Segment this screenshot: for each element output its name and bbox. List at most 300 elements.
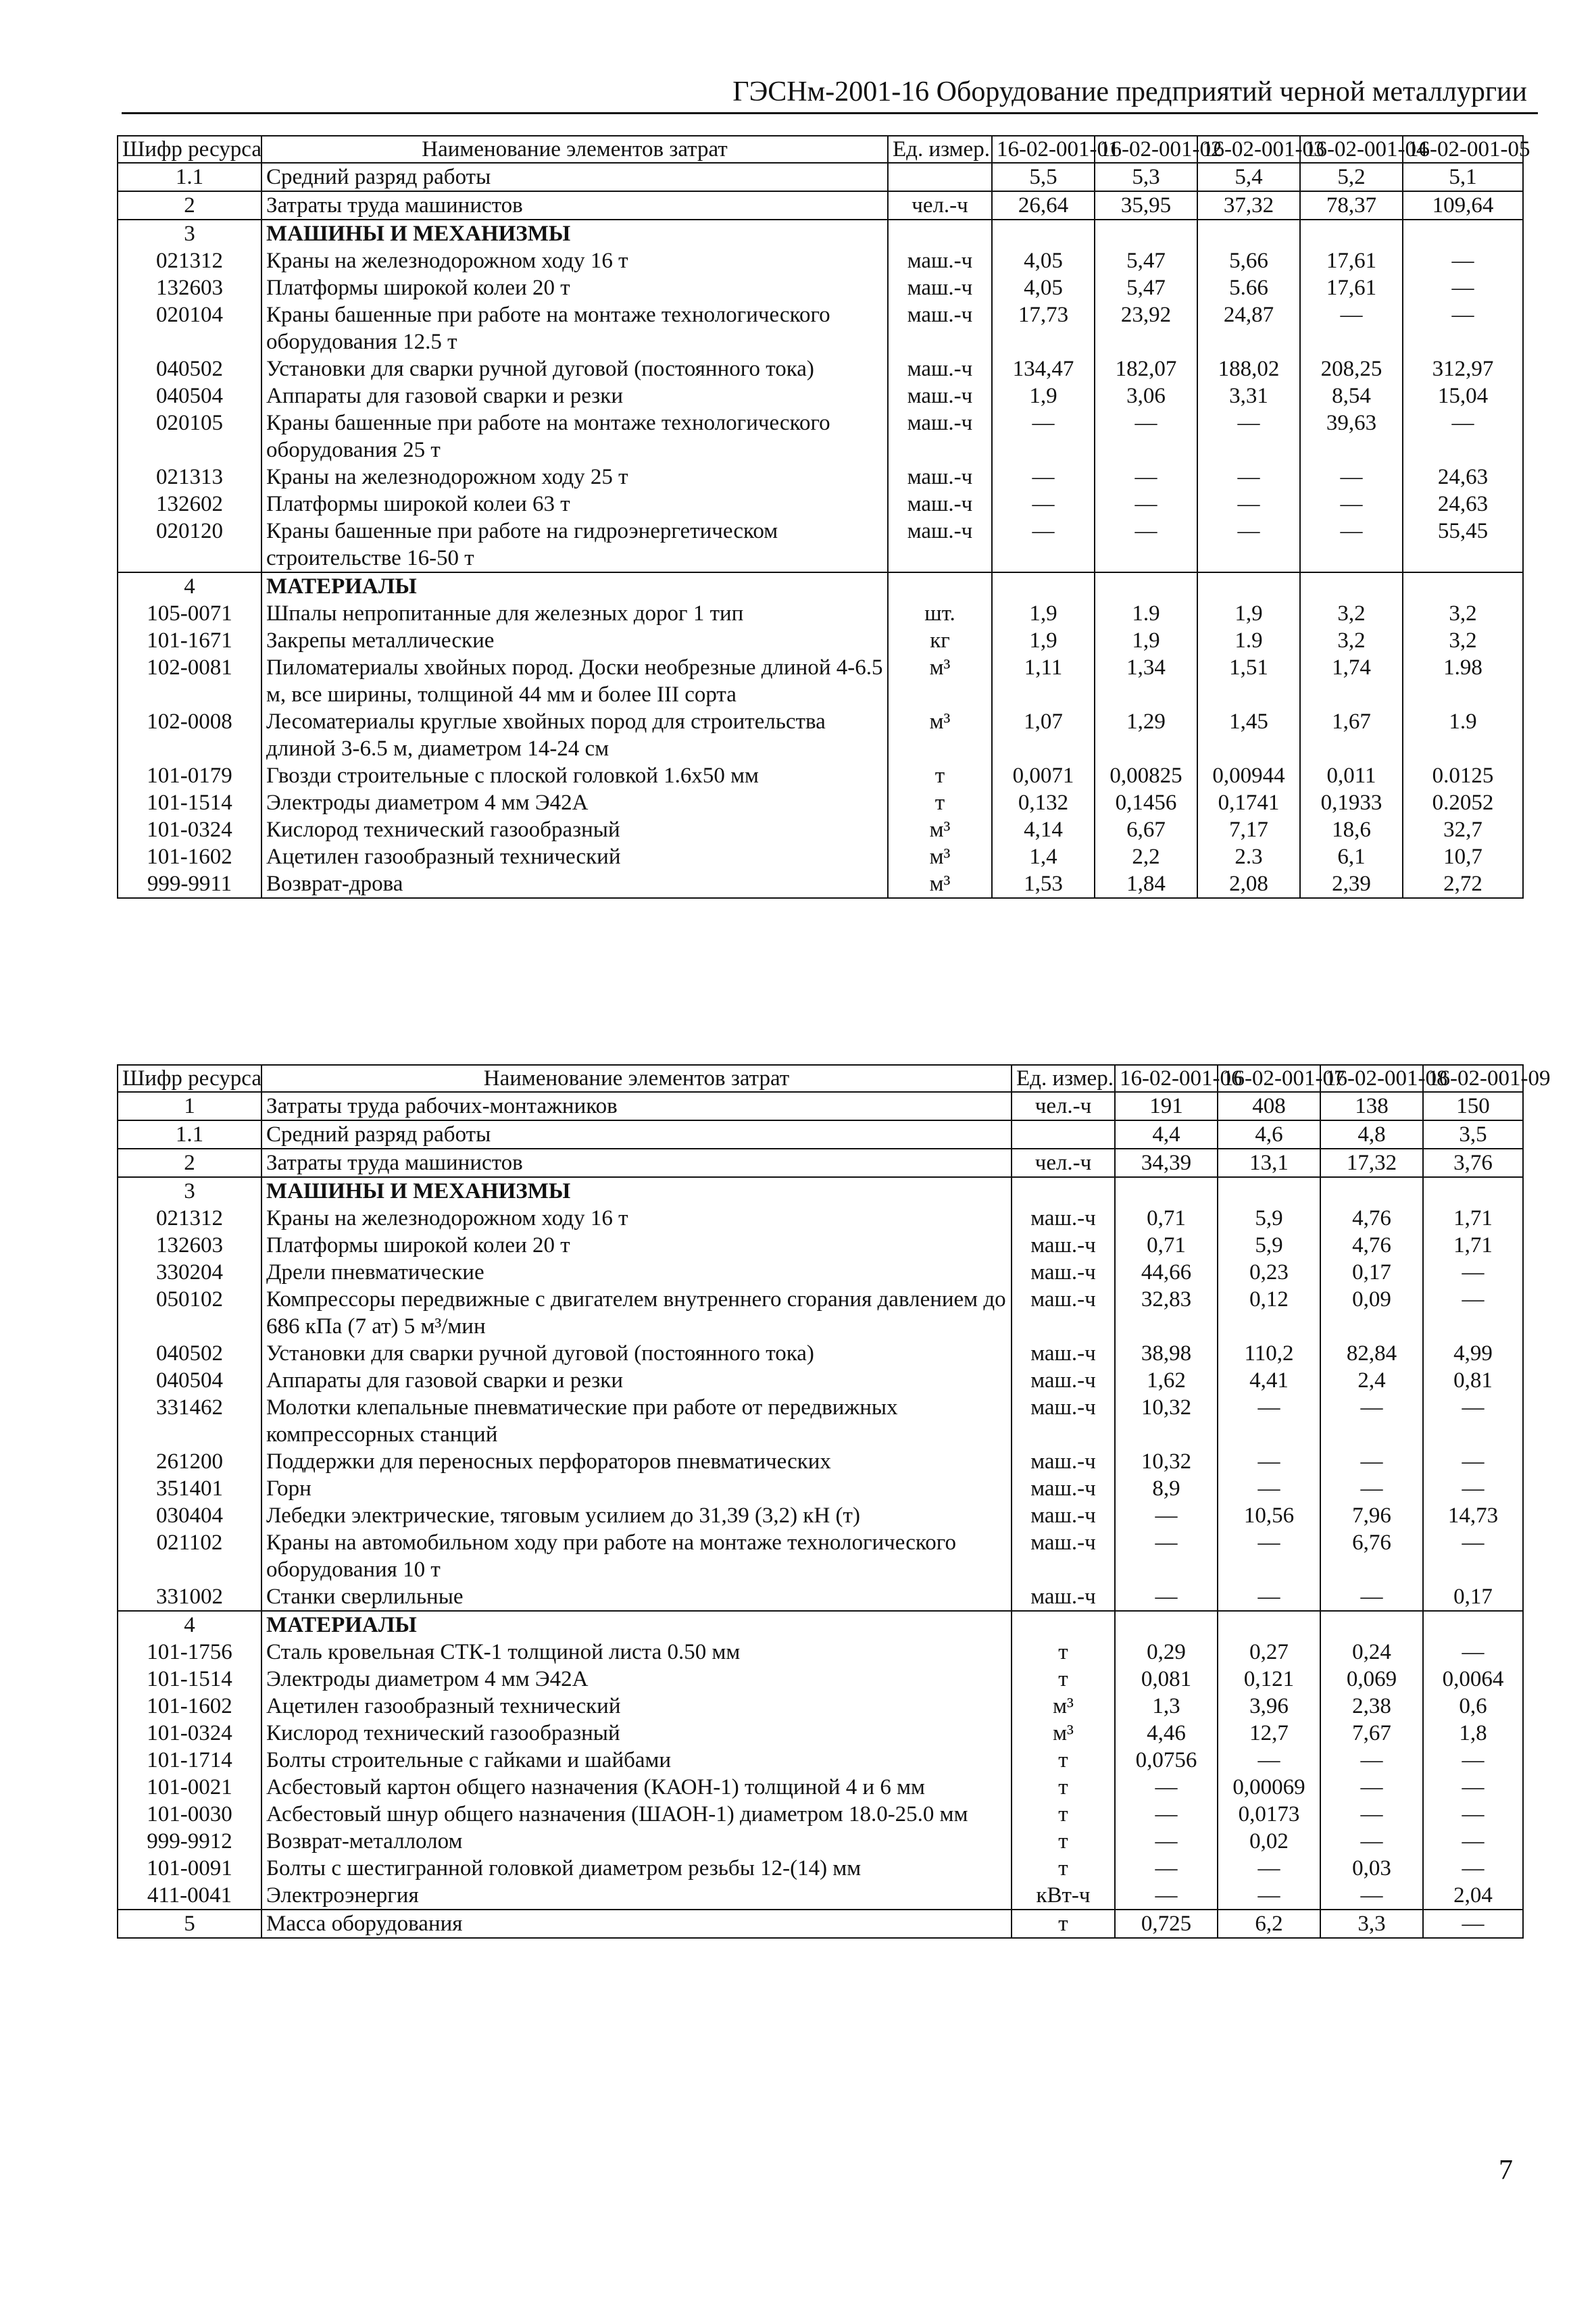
table-row bbox=[118, 518, 1523, 572]
table-row bbox=[118, 1394, 1523, 1448]
cost-element-name: Платформы широкой колеи 20 т bbox=[261, 274, 888, 301]
norm-value: — bbox=[1423, 1910, 1523, 1938]
cost-element-name: Краны башенные при работе на монтаже технологического оборудования 25 т bbox=[261, 409, 888, 464]
table-row bbox=[118, 1611, 1523, 1639]
cost-element-name: Шпалы непропитанные для железных дорог 1 тип bbox=[261, 600, 888, 627]
table-row bbox=[118, 627, 1523, 654]
resource-code: 021313 bbox=[118, 464, 261, 491]
table-row bbox=[118, 1448, 1523, 1475]
norm-value: — bbox=[1320, 1394, 1423, 1448]
resource-code: 020104 bbox=[118, 301, 261, 355]
norm-value: — bbox=[1115, 1583, 1218, 1611]
resource-code: 331002 bbox=[118, 1583, 261, 1611]
cost-element-name: Болты строительные с гайками и шайбами bbox=[261, 1747, 1012, 1774]
norm-value: 110,2 bbox=[1218, 1340, 1320, 1367]
cost-element-name: Компрессоры передвижные с двигателем внутреннего сгорания давлением до 686 кПа (7 ат) 5 м³/мин bbox=[261, 1286, 1012, 1340]
table-row bbox=[118, 600, 1523, 627]
norm-value: 0,6 bbox=[1423, 1693, 1523, 1720]
norm-value: 3,31 bbox=[1197, 382, 1300, 409]
unit-of-measure: маш.-ч bbox=[1012, 1205, 1115, 1232]
norm-value: 0,02 bbox=[1218, 1828, 1320, 1855]
cost-element-name: Кислород технический газообразный bbox=[261, 816, 888, 843]
norm-value: 1.9 bbox=[1197, 627, 1300, 654]
norm-value: 1,62 bbox=[1115, 1367, 1218, 1394]
norm-value: 37,32 bbox=[1197, 191, 1300, 220]
unit-of-measure: маш.-ч bbox=[1012, 1259, 1115, 1286]
norm-value: 4,4 bbox=[1115, 1120, 1218, 1149]
unit-of-measure: маш.-ч bbox=[1012, 1340, 1115, 1367]
norm-value: 34,39 bbox=[1115, 1149, 1218, 1177]
table-row bbox=[118, 1502, 1523, 1529]
unit-of-measure: м³ bbox=[1012, 1693, 1115, 1720]
norm-value: 17,73 bbox=[992, 301, 1095, 355]
unit-of-measure: маш.-ч bbox=[888, 464, 992, 491]
resource-code: 040504 bbox=[118, 382, 261, 409]
norm-value: — bbox=[1197, 409, 1300, 464]
unit-of-measure: т bbox=[1012, 1828, 1115, 1855]
norm-value: 55,45 bbox=[1403, 518, 1523, 572]
resource-table-1 bbox=[117, 135, 1530, 899]
norm-value: — bbox=[1423, 1855, 1523, 1882]
column-header: 16-02-001-08 bbox=[1320, 1065, 1423, 1092]
norm-value: 4,76 bbox=[1320, 1232, 1423, 1259]
table-row bbox=[118, 762, 1523, 789]
norm-value: — bbox=[1115, 1529, 1218, 1583]
table-row bbox=[118, 1801, 1523, 1828]
table-row bbox=[118, 1882, 1523, 1910]
norm-value: — bbox=[1423, 1639, 1523, 1666]
norm-value: — bbox=[992, 409, 1095, 464]
resource-code: 021312 bbox=[118, 247, 261, 274]
resource-code: 101-0179 bbox=[118, 762, 261, 789]
unit-of-measure: маш.-ч bbox=[1012, 1475, 1115, 1502]
norm-value: — bbox=[1403, 409, 1523, 464]
norm-value: 1,9 bbox=[1095, 627, 1197, 654]
norm-value: 4,05 bbox=[992, 274, 1095, 301]
cost-element-name: Гвозди строительные с плоской головкой 1.6х50 мм bbox=[261, 762, 888, 789]
norm-value: — bbox=[1403, 247, 1523, 274]
table-header-row bbox=[118, 1065, 1523, 1092]
norm-value: 0,0756 bbox=[1115, 1747, 1218, 1774]
norm-value: 1,8 bbox=[1423, 1720, 1523, 1747]
table-row bbox=[118, 1232, 1523, 1259]
norm-value: 0,17 bbox=[1320, 1259, 1423, 1286]
norm-value: 4,05 bbox=[992, 247, 1095, 274]
norm-value: 1,67 bbox=[1300, 708, 1403, 762]
norm-value: — bbox=[1320, 1801, 1423, 1828]
unit-of-measure: маш.-ч bbox=[1012, 1448, 1115, 1475]
table-row bbox=[118, 1747, 1523, 1774]
norm-value: 3,2 bbox=[1403, 600, 1523, 627]
cost-element-name: Станки сверлильные bbox=[261, 1583, 1012, 1611]
cost-element-name: Краны на железнодорожном ходу 16 т bbox=[261, 1205, 1012, 1232]
cost-element-name: Аппараты для газовой сварки и резки bbox=[261, 382, 888, 409]
norm-value: 39,63 bbox=[1300, 409, 1403, 464]
resource-code: 101-0324 bbox=[118, 816, 261, 843]
resource-code: 040504 bbox=[118, 1367, 261, 1394]
norm-value: — bbox=[1218, 1448, 1320, 1475]
norm-value: — bbox=[992, 491, 1095, 518]
table-row bbox=[118, 816, 1523, 843]
table-row bbox=[118, 1149, 1523, 1177]
norm-value: 35,95 bbox=[1095, 191, 1197, 220]
cost-element-name: Платформы широкой колеи 20 т bbox=[261, 1232, 1012, 1259]
norm-value: 3,5 bbox=[1423, 1120, 1523, 1149]
unit-of-measure bbox=[1012, 1611, 1115, 1639]
resource-code: 5 bbox=[118, 1910, 261, 1938]
norm-value: — bbox=[1300, 518, 1403, 572]
cost-element-name: МАТЕРИАЛЫ bbox=[261, 1611, 1012, 1639]
table-row bbox=[118, 1828, 1523, 1855]
cost-element-name: Дрели пневматические bbox=[261, 1259, 1012, 1286]
norm-value bbox=[992, 572, 1095, 600]
norm-value: — bbox=[1403, 274, 1523, 301]
unit-of-measure bbox=[1012, 1177, 1115, 1205]
resource-code: 1.1 bbox=[118, 1120, 261, 1149]
norm-value: 1,9 bbox=[992, 382, 1095, 409]
cost-element-name: Установки для сварки ручной дуговой (постоянного тока) bbox=[261, 355, 888, 382]
table-row bbox=[118, 220, 1523, 247]
norm-value: 6,76 bbox=[1320, 1529, 1423, 1583]
column-header: 16-02-001-01 bbox=[992, 136, 1095, 163]
cost-element-name: Краны на автомобильном ходу при работе на монтаже технологического оборудования 10 т bbox=[261, 1529, 1012, 1583]
norm-value: — bbox=[1095, 518, 1197, 572]
resource-code: 101-1671 bbox=[118, 627, 261, 654]
unit-of-measure: шт. bbox=[888, 600, 992, 627]
norm-value: 1,11 bbox=[992, 654, 1095, 708]
column-header: Ед. измер. bbox=[1012, 1065, 1115, 1092]
norm-value: 0.0125 bbox=[1403, 762, 1523, 789]
norm-value: 0,121 bbox=[1218, 1666, 1320, 1693]
norm-value: — bbox=[1423, 1529, 1523, 1583]
table-row bbox=[118, 654, 1523, 708]
resource-code: 2 bbox=[118, 1149, 261, 1177]
norm-value: 1,53 bbox=[992, 870, 1095, 898]
norm-value: 1,51 bbox=[1197, 654, 1300, 708]
resource-code: 101-1602 bbox=[118, 843, 261, 870]
cost-element-name: Затраты труда рабочих-монтажников bbox=[261, 1092, 1012, 1120]
norm-value: 2,39 bbox=[1300, 870, 1403, 898]
resource-code: 1.1 bbox=[118, 163, 261, 191]
norm-value: 7,17 bbox=[1197, 816, 1300, 843]
norm-value: 8,9 bbox=[1115, 1475, 1218, 1502]
unit-of-measure: т bbox=[1012, 1639, 1115, 1666]
norm-value: 4,8 bbox=[1320, 1120, 1423, 1149]
norm-value bbox=[1423, 1611, 1523, 1639]
resource-code: 020120 bbox=[118, 518, 261, 572]
norm-value: — bbox=[1423, 1394, 1523, 1448]
unit-of-measure: маш.-ч bbox=[1012, 1583, 1115, 1611]
norm-value: 2,08 bbox=[1197, 870, 1300, 898]
unit-of-measure: маш.-ч bbox=[1012, 1232, 1115, 1259]
norm-value: 0,23 bbox=[1218, 1259, 1320, 1286]
unit-of-measure bbox=[888, 572, 992, 600]
column-header: 16-02-001-04 bbox=[1300, 136, 1403, 163]
resource-code: 261200 bbox=[118, 1448, 261, 1475]
norm-value bbox=[1403, 220, 1523, 247]
resource-code: 101-0324 bbox=[118, 1720, 261, 1747]
norm-value: 1.9 bbox=[1095, 600, 1197, 627]
cost-element-name: Затраты труда машинистов bbox=[261, 191, 888, 220]
header-rule bbox=[122, 112, 1538, 114]
table-row bbox=[118, 789, 1523, 816]
norm-value: 1,29 bbox=[1095, 708, 1197, 762]
cost-element-name: Электроды диаметром 4 мм Э42А bbox=[261, 1666, 1012, 1693]
norm-value: 1,84 bbox=[1095, 870, 1197, 898]
resource-code: 030404 bbox=[118, 1502, 261, 1529]
norm-value: 4,6 bbox=[1218, 1120, 1320, 1149]
norm-value: 3,76 bbox=[1423, 1149, 1523, 1177]
norm-value: 5,47 bbox=[1095, 274, 1197, 301]
norm-value: 10,56 bbox=[1218, 1502, 1320, 1529]
resource-code: 411-0041 bbox=[118, 1882, 261, 1910]
resource-code: 999-9912 bbox=[118, 1828, 261, 1855]
norm-value: 0,27 bbox=[1218, 1639, 1320, 1666]
norm-value bbox=[1300, 572, 1403, 600]
resource-code: 351401 bbox=[118, 1475, 261, 1502]
norm-value: 312,97 bbox=[1403, 355, 1523, 382]
unit-of-measure: т bbox=[1012, 1855, 1115, 1882]
norm-value: 10,32 bbox=[1115, 1448, 1218, 1475]
norm-value: — bbox=[1095, 409, 1197, 464]
norm-value bbox=[1197, 572, 1300, 600]
unit-of-measure: маш.-ч bbox=[1012, 1529, 1115, 1583]
norm-value: 0,00944 bbox=[1197, 762, 1300, 789]
column-header: 16-02-001-09 bbox=[1423, 1065, 1523, 1092]
norm-value: 10,32 bbox=[1115, 1394, 1218, 1448]
cost-element-name: Краны башенные при работе на монтаже технологического оборудования 12.5 т bbox=[261, 301, 888, 355]
norm-value: 32,7 bbox=[1403, 816, 1523, 843]
unit-of-measure: т bbox=[888, 789, 992, 816]
norm-value: 1,71 bbox=[1423, 1232, 1523, 1259]
norm-value: 7,96 bbox=[1320, 1502, 1423, 1529]
table-row bbox=[118, 1720, 1523, 1747]
unit-of-measure: маш.-ч bbox=[888, 355, 992, 382]
norm-value bbox=[1320, 1177, 1423, 1205]
column-header: 16-02-001-03 bbox=[1197, 136, 1300, 163]
cost-element-name: Асбестовый шнур общего назначения (ШАОН-1) диаметром 18.0-25.0 мм bbox=[261, 1801, 1012, 1828]
unit-of-measure: маш.-ч bbox=[1012, 1394, 1115, 1448]
table-row bbox=[118, 1666, 1523, 1693]
norm-value: 0,81 bbox=[1423, 1367, 1523, 1394]
norm-value: 4,14 bbox=[992, 816, 1095, 843]
norm-value: — bbox=[1300, 464, 1403, 491]
unit-of-measure bbox=[1012, 1120, 1115, 1149]
unit-of-measure: чел.-ч bbox=[1012, 1149, 1115, 1177]
norm-value: — bbox=[1218, 1855, 1320, 1882]
resource-code: 132603 bbox=[118, 1232, 261, 1259]
resource-code: 021312 bbox=[118, 1205, 261, 1232]
unit-of-measure: м³ bbox=[1012, 1720, 1115, 1747]
resource-code: 101-1514 bbox=[118, 789, 261, 816]
unit-of-measure: т bbox=[1012, 1801, 1115, 1828]
column-header: Наименование элементов затрат bbox=[261, 136, 888, 163]
norm-value: 3,2 bbox=[1403, 627, 1523, 654]
norm-value: 0,17 bbox=[1423, 1583, 1523, 1611]
unit-of-measure: маш.-ч bbox=[888, 247, 992, 274]
table-row bbox=[118, 1639, 1523, 1666]
norm-value: — bbox=[1403, 301, 1523, 355]
cost-element-name: Масса оборудования bbox=[261, 1910, 1012, 1938]
norm-value: 1,9 bbox=[1197, 600, 1300, 627]
page-header: ГЭСНм-2001-16 Оборудование предприятий черной металлургии bbox=[732, 76, 1527, 107]
norm-value: 0,1933 bbox=[1300, 789, 1403, 816]
unit-of-measure: маш.-ч bbox=[888, 274, 992, 301]
table-row bbox=[118, 191, 1523, 220]
norm-value: 1.9 bbox=[1403, 708, 1523, 762]
page-number: 7 bbox=[1499, 2155, 1513, 2186]
norm-value: — bbox=[1218, 1529, 1320, 1583]
resource-code: 040502 bbox=[118, 355, 261, 382]
norm-value: 2,38 bbox=[1320, 1693, 1423, 1720]
norm-value: 0,24 bbox=[1320, 1639, 1423, 1666]
norm-value: 18,6 bbox=[1300, 816, 1403, 843]
norm-value: 408 bbox=[1218, 1092, 1320, 1120]
norm-value: — bbox=[1423, 1448, 1523, 1475]
norm-value bbox=[1095, 220, 1197, 247]
cost-element-name: Закрепы металлические bbox=[261, 627, 888, 654]
unit-of-measure: маш.-ч bbox=[888, 518, 992, 572]
norm-value: 0,29 bbox=[1115, 1639, 1218, 1666]
norm-value: 208,25 bbox=[1300, 355, 1403, 382]
norm-value: 4,76 bbox=[1320, 1205, 1423, 1232]
norm-value: 3,2 bbox=[1300, 600, 1403, 627]
norm-value: — bbox=[1218, 1583, 1320, 1611]
norm-value: — bbox=[1218, 1882, 1320, 1910]
column-header: 16-02-001-06 bbox=[1115, 1065, 1218, 1092]
table-row bbox=[118, 355, 1523, 382]
unit-of-measure: т bbox=[1012, 1774, 1115, 1801]
table-header-row bbox=[118, 136, 1523, 163]
norm-value: 0.2052 bbox=[1403, 789, 1523, 816]
norm-value: — bbox=[1423, 1475, 1523, 1502]
table-row bbox=[118, 1855, 1523, 1882]
table-row bbox=[118, 247, 1523, 274]
table-row bbox=[118, 708, 1523, 762]
cost-element-name: Электроэнергия bbox=[261, 1882, 1012, 1910]
cost-element-name: Аппараты для газовой сварки и резки bbox=[261, 1367, 1012, 1394]
norm-value: — bbox=[1218, 1394, 1320, 1448]
resource-code: 101-0030 bbox=[118, 1801, 261, 1828]
norm-value: 0,0173 bbox=[1218, 1801, 1320, 1828]
norm-value: 0,03 bbox=[1320, 1855, 1423, 1882]
norm-value: 5,66 bbox=[1197, 247, 1300, 274]
table-row bbox=[118, 491, 1523, 518]
cost-element-name: Затраты труда машинистов bbox=[261, 1149, 1012, 1177]
resource-code: 101-0091 bbox=[118, 1855, 261, 1882]
column-header: Ед. измер. bbox=[888, 136, 992, 163]
resource-code: 132602 bbox=[118, 491, 261, 518]
norm-value: — bbox=[1115, 1828, 1218, 1855]
unit-of-measure: маш.-ч bbox=[888, 409, 992, 464]
table-row bbox=[118, 1120, 1523, 1149]
norm-value: — bbox=[1423, 1801, 1523, 1828]
cost-element-name: Электроды диаметром 4 мм Э42А bbox=[261, 789, 888, 816]
norm-value: — bbox=[1320, 1747, 1423, 1774]
unit-of-measure: м³ bbox=[888, 816, 992, 843]
unit-of-measure: м³ bbox=[888, 843, 992, 870]
norm-value: 10,7 bbox=[1403, 843, 1523, 870]
resource-code: 3 bbox=[118, 220, 261, 247]
norm-value: 5.66 bbox=[1197, 274, 1300, 301]
cost-element-name: Возврат-металлолом bbox=[261, 1828, 1012, 1855]
norm-value: 6,67 bbox=[1095, 816, 1197, 843]
cost-element-name: Сталь кровельная СТК-1 толщиной листа 0.50 мм bbox=[261, 1639, 1012, 1666]
norm-value: — bbox=[992, 518, 1095, 572]
norm-value: 7,67 bbox=[1320, 1720, 1423, 1747]
norm-value bbox=[1218, 1177, 1320, 1205]
cost-element-name: Пиломатериалы хвойных пород. Доски необрезные длиной 4-6.5 м, все ширины, толщиной 44 мм и более III сорта bbox=[261, 654, 888, 708]
norm-value: — bbox=[1115, 1882, 1218, 1910]
column-header: 16-02-001-02 bbox=[1095, 136, 1197, 163]
norm-value: — bbox=[1320, 1448, 1423, 1475]
norm-value: — bbox=[1115, 1774, 1218, 1801]
norm-value: 17,32 bbox=[1320, 1149, 1423, 1177]
norm-value: 5,1 bbox=[1403, 163, 1523, 191]
table-row bbox=[118, 1286, 1523, 1340]
norm-value: — bbox=[1423, 1774, 1523, 1801]
table-row bbox=[118, 1177, 1523, 1205]
norm-value: 32,83 bbox=[1115, 1286, 1218, 1340]
cost-element-name: Болты с шестигранной головкой диаметром резьбы 12-(14) мм bbox=[261, 1855, 1012, 1882]
norm-value: 182,07 bbox=[1095, 355, 1197, 382]
norm-value: 17,61 bbox=[1300, 274, 1403, 301]
norm-value: 5,3 bbox=[1095, 163, 1197, 191]
cost-element-name: Лесоматериалы круглые хвойных пород для строительства длиной 3-6.5 м, диаметром 14-24 см bbox=[261, 708, 888, 762]
cost-element-name: Краны на железнодорожном ходу 25 т bbox=[261, 464, 888, 491]
norm-value bbox=[1095, 572, 1197, 600]
resource-code: 102-0081 bbox=[118, 654, 261, 708]
norm-value: 2,04 bbox=[1423, 1882, 1523, 1910]
norm-value: 4,41 bbox=[1218, 1367, 1320, 1394]
cost-element-name: Лебедки электрические, тяговым усилием до 31,39 (3,2) кН (т) bbox=[261, 1502, 1012, 1529]
resource-code: 331462 bbox=[118, 1394, 261, 1448]
norm-value: 1,3 bbox=[1115, 1693, 1218, 1720]
resource-code: 050102 bbox=[118, 1286, 261, 1340]
table-row bbox=[118, 1774, 1523, 1801]
table-row bbox=[118, 1259, 1523, 1286]
norm-value: — bbox=[1320, 1475, 1423, 1502]
table-row bbox=[118, 843, 1523, 870]
norm-value: — bbox=[1115, 1855, 1218, 1882]
resource-code: 101-1514 bbox=[118, 1666, 261, 1693]
unit-of-measure: м³ bbox=[888, 708, 992, 762]
norm-value: 5,2 bbox=[1300, 163, 1403, 191]
norm-value: 5,4 bbox=[1197, 163, 1300, 191]
norm-value: 13,1 bbox=[1218, 1149, 1320, 1177]
unit-of-measure: кВт-ч bbox=[1012, 1882, 1115, 1910]
cost-element-name: Поддержки для переносных перфораторов пневматических bbox=[261, 1448, 1012, 1475]
norm-value: 0,09 bbox=[1320, 1286, 1423, 1340]
table-row bbox=[118, 1529, 1523, 1583]
norm-value bbox=[1115, 1611, 1218, 1639]
norm-value: 0,00825 bbox=[1095, 762, 1197, 789]
resource-code: 3 bbox=[118, 1177, 261, 1205]
norm-value: — bbox=[1095, 464, 1197, 491]
resource-code: 040502 bbox=[118, 1340, 261, 1367]
norm-value: 2,4 bbox=[1320, 1367, 1423, 1394]
unit-of-measure: кг bbox=[888, 627, 992, 654]
norm-value: 1,4 bbox=[992, 843, 1095, 870]
norm-value bbox=[1403, 572, 1523, 600]
table-row bbox=[118, 870, 1523, 898]
norm-value: 109,64 bbox=[1403, 191, 1523, 220]
norm-value: — bbox=[1218, 1747, 1320, 1774]
resource-code: 330204 bbox=[118, 1259, 261, 1286]
norm-value: — bbox=[1300, 491, 1403, 518]
norm-value: 0,1456 bbox=[1095, 789, 1197, 816]
cost-element-name: МАШИНЫ И МЕХАНИЗМЫ bbox=[261, 220, 888, 247]
